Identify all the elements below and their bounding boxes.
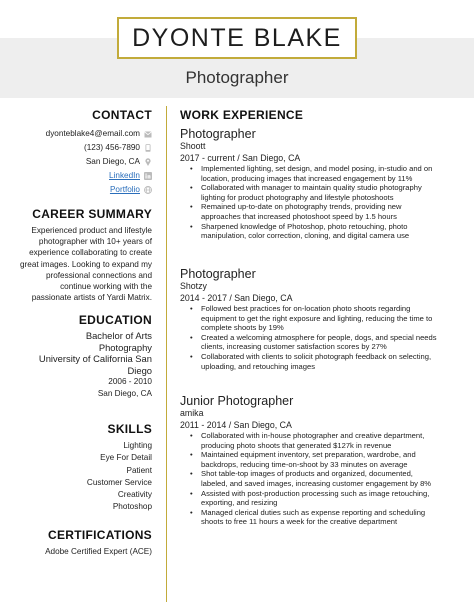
- name-box: [117, 17, 357, 59]
- skills-heading: SKILLS: [107, 422, 152, 436]
- bullet-item: • Maintained equipment inventory, set preparation, wardrobe, and backdrops, reducing time-on-shoot by 33 minutes on average: [180, 450, 466, 469]
- summary-line: continue working with the: [60, 282, 152, 292]
- bullet-item: • Remained up-to-date on photography trends, providing new approaches that increased photoshoot speed by 1.5 hours: [180, 202, 466, 221]
- envelope-icon: [144, 130, 152, 138]
- contact-portfolio-row: [2, 183, 152, 197]
- skill-item: Eye For Detail: [100, 453, 152, 463]
- contact-section: [2, 108, 152, 197]
- summary-line: great images. Looking to expand my: [20, 259, 152, 269]
- globe-icon: [144, 186, 152, 194]
- bullet-item: • Implemented lighting, set design, and model posing, in-studio and on location, producing images that increased engagement by 11%: [180, 164, 466, 183]
- job-dates: 2017 - current / San Diego, CA: [180, 153, 301, 163]
- job-entry: [180, 127, 466, 241]
- contact-location: San Diego, CA: [85, 157, 140, 166]
- contact-email[interactable]: dyonteblake4@email.com: [45, 129, 140, 138]
- summary-line: professional connections and: [45, 270, 152, 280]
- header-band: [0, 58, 474, 98]
- school-line: Diego: [127, 364, 152, 376]
- column-divider: [166, 106, 167, 602]
- bullet-item: • Collaborated with clients to solicit photograph feedback on selecting, uploading, and retouching images: [180, 352, 466, 371]
- bullet-item: • Shot table-top images of products and organized, documented, labeled, and saved images, increasing customer engagement by 8%: [180, 469, 466, 488]
- contact-linkedin-row: [2, 169, 152, 183]
- bullet-item: • Managed clerical duties such as expense reporting and scheduling shoots to free 11 hours a week for the creative department: [180, 508, 466, 527]
- candidate-name: DYONTE BLAKE: [132, 23, 342, 52]
- school-line: University of California San: [38, 353, 152, 365]
- job-bullets: [180, 304, 466, 371]
- job-dates: 2014 - 2017 / San Diego, CA: [180, 293, 293, 303]
- degree-line: Photography: [98, 341, 152, 353]
- skills-section: [2, 422, 152, 514]
- job-bullets: [180, 431, 466, 527]
- skill-item: Photoshop: [112, 502, 152, 512]
- bullet-item: • Followed best practices for on-location photo shoots regarding equipment to get the right exposure and lighting, reducing the time to complete shoots by 19%: [180, 304, 466, 333]
- skill-item: Patient: [126, 465, 152, 475]
- job-title: Photographer: [180, 267, 256, 281]
- summary-line: passionate artists of Yardi Matrix.: [31, 293, 152, 303]
- experience-heading: WORK EXPERIENCE: [180, 108, 304, 122]
- portfolio-link[interactable]: Portfolio: [109, 185, 140, 194]
- summary-line: experience collaborating to create: [29, 248, 152, 258]
- job-title: Photographer: [180, 127, 256, 141]
- degree-line: Bachelor of Arts: [85, 330, 152, 341]
- job-bullets: [180, 164, 466, 241]
- contact-phone[interactable]: (123) 456-7890: [84, 143, 140, 152]
- education-dates: 2006 - 2010: [108, 377, 152, 387]
- job-title: Junior Photographer: [180, 394, 294, 408]
- linkedin-icon: [144, 172, 152, 180]
- job-entry: [180, 394, 466, 527]
- summary-section: [2, 207, 152, 303]
- skill-item: Creativity: [117, 490, 152, 500]
- phone-icon: [144, 144, 152, 152]
- education-location: San Diego, CA: [97, 389, 152, 399]
- bullet-item: • Collaborated with manager to maintain quality studio photography lighting for product photography and lifestyle photoshoots: [180, 183, 466, 202]
- job-dates: 2011 - 2014 / San Diego, CA: [180, 420, 292, 430]
- company-name: amika: [180, 408, 204, 418]
- bullet-item: • Assisted with post-production processing such as image retouching, exporting, and resizing: [180, 489, 466, 508]
- bullet-item: • Sharpened knowledge of Photoshop, photo retouching, photo manipulation, color correction, cloning, and digital camera use: [180, 222, 466, 241]
- contact-email-row: [2, 127, 152, 141]
- education-heading: EDUCATION: [78, 313, 152, 327]
- skill-item: Lighting: [123, 441, 152, 450]
- summary-line: photographer with 10+ years of: [38, 237, 152, 247]
- skill-item: Customer Service: [86, 477, 152, 487]
- contact-phone-row: [2, 141, 152, 155]
- linkedin-link[interactable]: LinkedIn: [109, 171, 140, 180]
- certification-item: Adobe Certified Expert (ACE): [45, 547, 152, 556]
- bullet-item: • Created a welcoming atmosphere for people, dogs, and special needs clients, increasing customer satisfaction scores by 27%: [180, 333, 466, 352]
- contact-location-row: [2, 155, 152, 169]
- certifications-section: [2, 528, 152, 558]
- job-entry: [180, 267, 466, 371]
- contact-heading: CONTACT: [92, 108, 152, 122]
- education-section: [2, 313, 152, 400]
- candidate-role: Photographer: [185, 68, 289, 87]
- location-pin-icon: [144, 158, 152, 166]
- certifications-heading: CERTIFICATIONS: [48, 528, 152, 542]
- summary-text: [2, 225, 152, 303]
- bullet-item: • Collaborated with in-house photographer and creative department, producing photo shoots that generated $127k in revenue: [180, 431, 466, 450]
- summary-line: Experienced product and lifestyle: [31, 226, 152, 235]
- company-name: Shoott: [180, 141, 206, 151]
- summary-heading: CAREER SUMMARY: [32, 207, 152, 221]
- company-name: Shotzy: [180, 281, 207, 291]
